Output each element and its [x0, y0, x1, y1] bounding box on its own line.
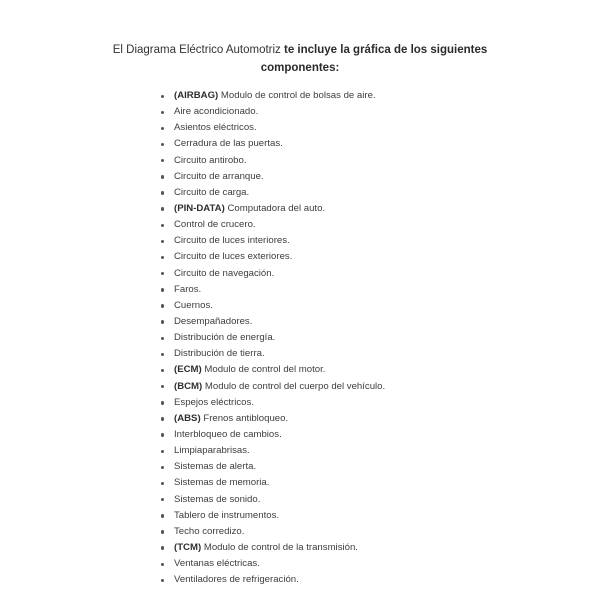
component-text: Circuito de luces exteriores.: [174, 251, 293, 263]
list-item: [150, 508, 385, 524]
list-item: [150, 492, 385, 508]
bullet-icon: [161, 450, 164, 453]
component-code: (ECM): [174, 364, 202, 376]
component-text: Ventanas eléctricas.: [174, 558, 260, 570]
list-item: [150, 556, 385, 572]
bullet-icon: [161, 207, 164, 210]
bullet-icon: [161, 369, 164, 372]
component-code: (ABS): [174, 412, 201, 424]
list-item: [150, 395, 385, 411]
bullet-icon: [161, 256, 164, 259]
list-item: [150, 298, 385, 314]
list-item: [150, 185, 385, 201]
component-text: Ventiladores de refrigeración.: [174, 574, 299, 586]
bullet-icon: [161, 127, 164, 130]
list-item: [150, 379, 385, 395]
bullet-icon: [161, 498, 164, 501]
bullet-icon: [161, 288, 164, 291]
bullet-icon: [161, 143, 164, 146]
intro-bold-line2: componentes:: [260, 62, 340, 74]
component-text: Frenos antibloqueo.: [203, 412, 289, 424]
component-text: Tablero de instrumentos.: [174, 509, 280, 521]
list-item: [150, 217, 385, 233]
component-text: Cerradura de las puertas.: [174, 138, 283, 150]
list-item: [150, 233, 385, 249]
component-text: Modulo de control de la transmisión.: [203, 541, 358, 553]
list-item: [150, 362, 385, 378]
list-item: [150, 266, 385, 282]
bullet-icon: [161, 240, 164, 243]
component-text: Circuito de carga.: [174, 186, 250, 198]
component-text: Faros.: [174, 283, 202, 295]
component-code: (TCM): [174, 541, 202, 553]
list-item: [150, 282, 385, 298]
component-text: Distribución de tierra.: [174, 348, 265, 360]
component-text: Circuito antirobo.: [174, 154, 247, 166]
bullet-icon: [161, 191, 164, 194]
intro-paragraph: [100, 41, 500, 77]
list-item: [150, 459, 385, 475]
bullet-icon: [161, 272, 164, 275]
bullet-icon: [161, 175, 164, 178]
list-item: [150, 120, 385, 136]
bullet-icon: [161, 320, 164, 323]
component-text: Sistemas de memoria.: [174, 477, 270, 489]
component-text: Sistemas de sonido.: [174, 493, 261, 505]
component-text: Aire acondicionado.: [174, 106, 259, 118]
bullet-icon: [161, 433, 164, 436]
bullet-icon: [161, 401, 164, 404]
bullet-icon: [161, 353, 164, 356]
intro-bold-line1: te incluye la gráfica de los siguientes: [284, 44, 488, 56]
list-item: [150, 524, 385, 540]
bullet-icon: [161, 337, 164, 340]
component-text: Interbloqueo de cambios.: [174, 428, 282, 440]
intro-text: El Diagrama Eléctrico Automotriz: [112, 44, 281, 56]
component-text: Limpiaparabrisas.: [174, 445, 250, 457]
component-text: Modulo de control del cuerpo del vehículo.: [204, 380, 386, 392]
list-item: [150, 475, 385, 491]
component-text: Control de crucero.: [174, 219, 256, 231]
list-item: [150, 443, 385, 459]
list-item: [150, 314, 385, 330]
component-text: Circuito de luces interiores.: [174, 235, 290, 247]
component-code: (PIN-DATA): [174, 202, 225, 214]
list-item: [150, 330, 385, 346]
bullet-icon: [161, 95, 164, 98]
list-item: [150, 169, 385, 185]
bullet-icon: [161, 514, 164, 517]
component-text: Desempañadores.: [174, 315, 253, 327]
bullet-icon: [161, 482, 164, 485]
bullet-icon: [161, 579, 164, 582]
component-text: Techo corredizo.: [174, 525, 245, 537]
list-item: [150, 540, 385, 556]
bullet-icon: [161, 546, 164, 549]
component-code: (AIRBAG): [174, 90, 219, 101]
component-text: Modulo de control del motor.: [204, 364, 326, 376]
bullet-icon: [161, 304, 164, 307]
component-text: Sistemas de alerta.: [174, 461, 257, 473]
list-item: [150, 153, 385, 169]
component-text: Modulo de control de bolsas de aire.: [220, 90, 376, 101]
list-item: [150, 104, 385, 120]
bullet-icon: [161, 159, 164, 162]
list-item: [150, 201, 385, 217]
component-text: Circuito de navegación.: [174, 267, 275, 279]
bullet-icon: [161, 563, 164, 566]
bullet-icon: [161, 224, 164, 227]
list-item: [150, 88, 385, 104]
component-list: [150, 88, 385, 588]
component-text: Circuito de arranque.: [174, 170, 264, 182]
list-item: [150, 572, 385, 588]
component-text: Cuernos.: [174, 299, 213, 311]
bullet-icon: [161, 530, 164, 533]
bullet-icon: [161, 385, 164, 388]
bullet-icon: [161, 417, 164, 420]
component-text: Asientos eléctricos.: [174, 122, 257, 134]
component-text: Distribución de energía.: [174, 332, 276, 344]
list-item: [150, 136, 385, 152]
list-item: [150, 411, 385, 427]
bullet-icon: [161, 466, 164, 469]
list-item: [150, 346, 385, 362]
component-text: Computadora del auto.: [227, 202, 326, 214]
list-item: [150, 427, 385, 443]
component-text: Espejos eléctricos.: [174, 396, 254, 408]
list-item: [150, 249, 385, 265]
bullet-icon: [161, 111, 164, 114]
component-code: (BCM): [174, 380, 203, 392]
